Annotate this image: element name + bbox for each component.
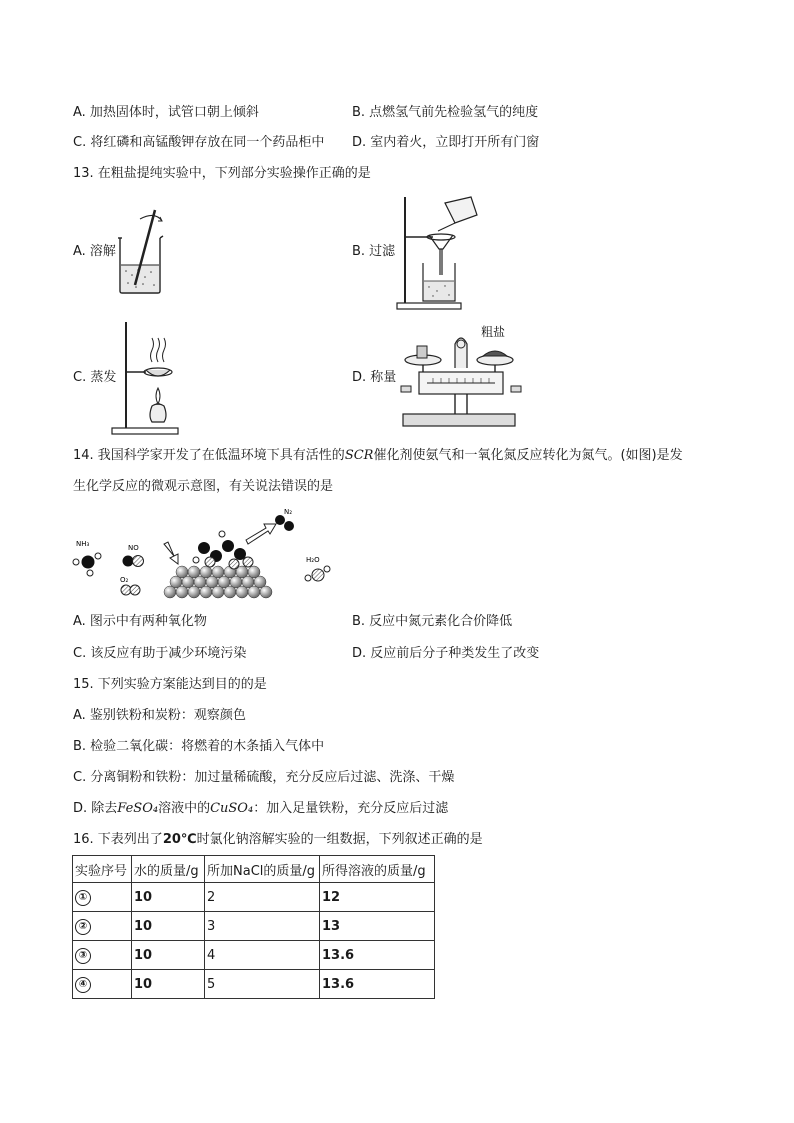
q12-option-a: A. 加热固体时，试管口朝上倾斜 — [73, 105, 259, 120]
table-row — [73, 970, 435, 999]
evaporation-figure — [108, 318, 188, 436]
q15-option-d — [73, 801, 448, 817]
table-row — [73, 941, 435, 970]
cell-water: 10 — [132, 941, 205, 970]
n2-label: N₂ — [284, 508, 293, 516]
cell-index — [73, 883, 132, 912]
q13-option-a: A. 溶解 — [73, 244, 116, 259]
header-cell: 所得溶液的质量/g — [320, 856, 435, 883]
nacl-dissolution-table — [72, 855, 435, 999]
formula-feso4: FeSO₄ — [117, 801, 159, 816]
q13-option-d: D. 称量 — [352, 370, 397, 385]
cell-solution: 13.6 — [320, 970, 435, 999]
filtration-figure — [393, 193, 483, 311]
q16-stem — [73, 832, 483, 848]
table-row — [73, 883, 435, 912]
q15-d-post: ：加入足量铁粉，充分反应后过滤 — [253, 801, 449, 816]
q14-option-b: B. 反应中氮元素化合价降低 — [352, 614, 513, 629]
cell-solution: 13.6 — [320, 941, 435, 970]
cell-index — [73, 912, 132, 941]
q14-option-a: A. 图示中有两种氧化物 — [73, 614, 207, 629]
no-label: NO — [128, 544, 139, 552]
q13-stem: 13. 在粗盐提纯实验中，下列部分实验操作正确的是 — [73, 166, 371, 181]
cell-index — [73, 970, 132, 999]
nh3-label: NH₃ — [76, 540, 90, 548]
cell-water: 10 — [132, 912, 205, 941]
row-number: ① — [75, 890, 91, 906]
q15-stem: 15. 下列实验方案能达到目的的是 — [73, 677, 267, 692]
q12-option-c: C. 将红磷和高锰酸钾存放在同一个药品柜中 — [73, 135, 325, 150]
cell-solution: 13 — [320, 912, 435, 941]
table-row — [73, 912, 435, 941]
q15-option-c: C. 分离铜粉和铁粉：加过量稀硫酸，充分反应后过滤、洗涤、干燥 — [73, 770, 455, 785]
row-number: ② — [75, 919, 91, 935]
balance-figure — [397, 320, 525, 430]
cell-solution: 12 — [320, 883, 435, 912]
q14-stem-line1 — [73, 448, 683, 464]
dissolve-beaker-figure — [110, 205, 170, 295]
row-number: ④ — [75, 977, 91, 993]
header-cell: 水的质量/g — [132, 856, 205, 883]
cell-index — [73, 941, 132, 970]
q14-option-c: C. 该反应有助于减少环境污染 — [73, 646, 247, 661]
o2-label: O₂ — [120, 576, 129, 584]
cell-nacl: 5 — [205, 970, 320, 999]
cell-water: 10 — [132, 883, 205, 912]
q13-option-b: B. 过滤 — [352, 244, 396, 259]
reaction-micro-diagram — [70, 504, 340, 604]
q14-stem-scr: SCR — [344, 448, 374, 463]
q16-stem-post: 时氯化钠溶解实验的一组数据，下列叙述正确的是 — [196, 832, 483, 847]
q15-option-a: A. 鉴别铁粉和炭粉：观察颜色 — [73, 708, 246, 723]
q14-stem-line2: 生化学反应的微观示意图，有关说法错误的是 — [73, 479, 334, 494]
cell-water: 10 — [132, 970, 205, 999]
row-number: ③ — [75, 948, 91, 964]
h2o-label: H₂O — [306, 556, 320, 564]
q13-option-c: C. 蒸发 — [73, 370, 117, 385]
q14-stem-post: 催化剂使氨气和一氧化氮反应转化为氮气。(如图)是发 — [373, 448, 683, 463]
cell-nacl: 4 — [205, 941, 320, 970]
q15-option-b: B. 检验二氧化碳：将燃着的木条插入气体中 — [73, 739, 325, 754]
q16-temperature: 20℃ — [162, 832, 197, 847]
header-cell: 所加NaCl的质量/g — [205, 856, 320, 883]
q16-stem-pre: 16. 下表列出了 — [73, 832, 163, 847]
cell-nacl: 3 — [205, 912, 320, 941]
q12-option-b: B. 点燃氢气前先检验氢气的纯度 — [352, 105, 539, 120]
cell-nacl: 2 — [205, 883, 320, 912]
q12-option-d: D. 室内着火，立即打开所有门窗 — [352, 135, 540, 150]
q15-d-mid: 溶液中的 — [158, 801, 211, 816]
q14-option-d: D. 反应前后分子种类发生了改变 — [352, 646, 540, 661]
q15-d-pre: D. 除去 — [73, 801, 118, 816]
formula-cuso4: CuSO₄ — [210, 801, 254, 816]
crude-salt-label: 粗盐 — [481, 325, 506, 339]
q14-stem-pre: 14. 我国科学家开发了在低温环境下具有活性的 — [73, 448, 345, 463]
header-cell: 实验序号 — [73, 856, 132, 883]
table-header-row — [73, 856, 435, 883]
